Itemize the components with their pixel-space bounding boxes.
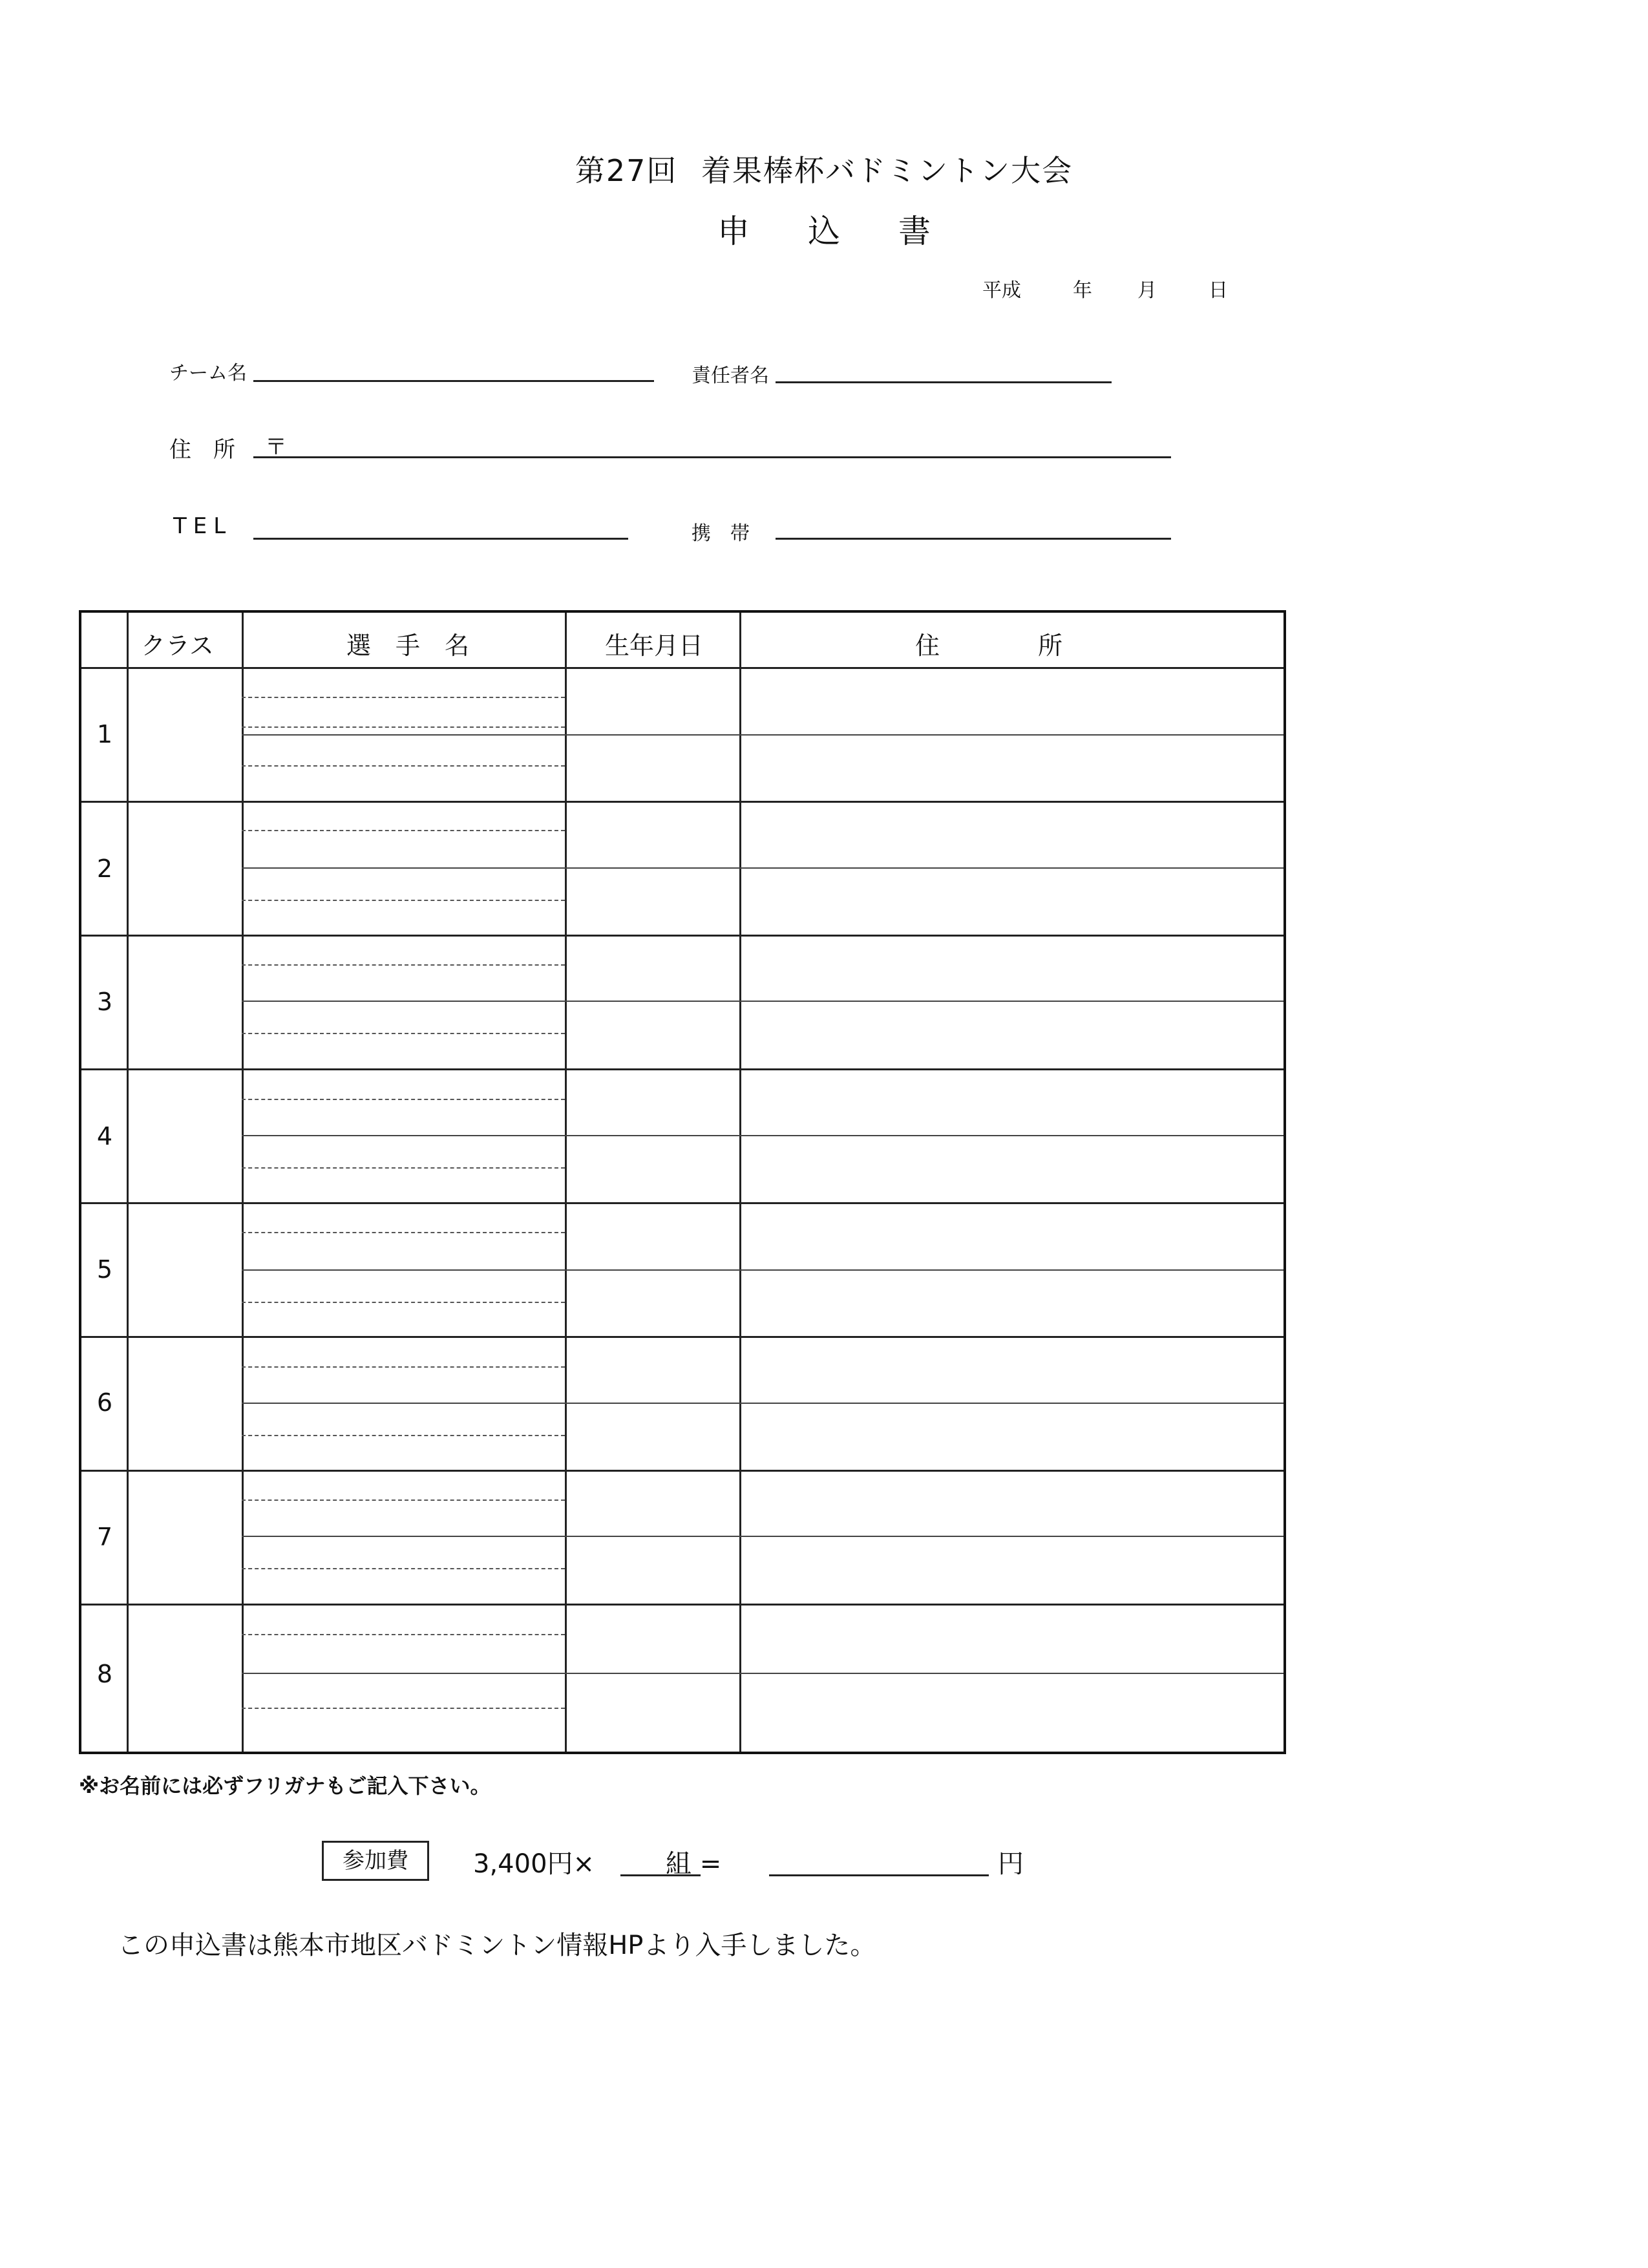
date-day: 日 — [1209, 279, 1228, 302]
player-line — [242, 1001, 1284, 1002]
date-year: 年 — [1073, 279, 1092, 302]
header-player-name: 選 手 名 — [346, 631, 470, 660]
row-number: 1 — [96, 720, 113, 748]
header-address: 住 所 — [915, 631, 1063, 660]
furigana-line — [242, 964, 565, 966]
date-month: 月 — [1137, 279, 1157, 302]
row-line — [81, 1068, 1284, 1070]
row-line — [81, 1336, 1284, 1338]
player-line — [242, 1269, 1284, 1271]
row-number: 3 — [96, 988, 113, 1016]
col-divider-birth — [739, 613, 741, 1752]
title-tournament-name: 着果棒杯バドミントン大会 — [701, 153, 1073, 188]
address-label: 住 所 — [169, 437, 235, 463]
furigana-line — [242, 726, 565, 728]
col-divider-class — [242, 613, 244, 1752]
header-class: クラス — [141, 631, 214, 660]
date-era: 平成 — [982, 279, 1021, 302]
furigana-line — [242, 1302, 565, 1303]
source-footer: この申込書は熊本市地区バドミントン情報HPより入手しました。 — [118, 1931, 876, 1960]
col-divider-name — [565, 613, 567, 1752]
furigana-note: ※お名前には必ずフリガナもご記入下さい。 — [79, 1774, 491, 1798]
address-field[interactable] — [253, 456, 1171, 458]
row-line — [81, 1604, 1284, 1606]
row-line — [81, 935, 1284, 937]
row-number: 6 — [96, 1388, 113, 1417]
player-line — [242, 1673, 1284, 1674]
row-number: 5 — [96, 1255, 113, 1284]
furigana-line — [242, 1500, 565, 1501]
tel-field[interactable] — [253, 538, 628, 540]
mobile-label: 携 帯 — [692, 522, 750, 545]
furigana-line — [242, 900, 565, 901]
team-name-label: チーム名 — [169, 362, 247, 385]
manager-name-label: 責任者名 — [692, 365, 769, 387]
manager-name-field[interactable] — [776, 381, 1112, 383]
player-line — [242, 1403, 1284, 1404]
col-divider-num — [127, 613, 129, 1752]
header-row-line — [81, 667, 1284, 669]
player-line — [242, 1536, 1284, 1537]
furigana-line — [242, 1099, 565, 1100]
mobile-field[interactable] — [776, 538, 1171, 540]
furigana-line — [242, 697, 565, 698]
furigana-line — [242, 1366, 565, 1368]
furigana-line — [242, 1708, 565, 1709]
row-line — [81, 1202, 1284, 1204]
row-line — [81, 801, 1284, 803]
fee-label: 参加費 — [322, 1841, 429, 1881]
title-round: 第27回 — [575, 153, 678, 188]
fee-unit: 組 = — [666, 1849, 722, 1879]
furigana-line — [242, 1634, 565, 1635]
furigana-line — [242, 830, 565, 831]
row-number: 2 — [96, 854, 113, 883]
fee-yen: 円 — [998, 1849, 1024, 1879]
row-number: 4 — [96, 1122, 113, 1150]
furigana-line — [242, 765, 565, 767]
furigana-line — [242, 1033, 565, 1034]
player-line — [242, 1135, 1284, 1136]
furigana-line — [242, 1167, 565, 1169]
furigana-line — [242, 1435, 565, 1436]
fee-total-field[interactable] — [769, 1874, 989, 1876]
form-subtitle: 申込書 — [717, 213, 989, 250]
player-table — [79, 610, 1286, 1754]
row-line — [81, 1470, 1284, 1472]
team-name-field[interactable] — [253, 380, 654, 382]
player-line — [242, 867, 1284, 869]
header-birthdate: 生年月日 — [605, 631, 704, 660]
row-number: 7 — [96, 1523, 113, 1551]
row-number: 8 — [96, 1660, 113, 1688]
furigana-line — [242, 1568, 565, 1569]
form-title — [0, 147, 1648, 190]
tel-label: TEL — [173, 513, 233, 539]
furigana-line — [242, 1232, 565, 1233]
player-line — [242, 734, 1284, 736]
postal-mark: 〒 — [265, 434, 287, 460]
fee-price: 3,400円× — [473, 1849, 595, 1879]
